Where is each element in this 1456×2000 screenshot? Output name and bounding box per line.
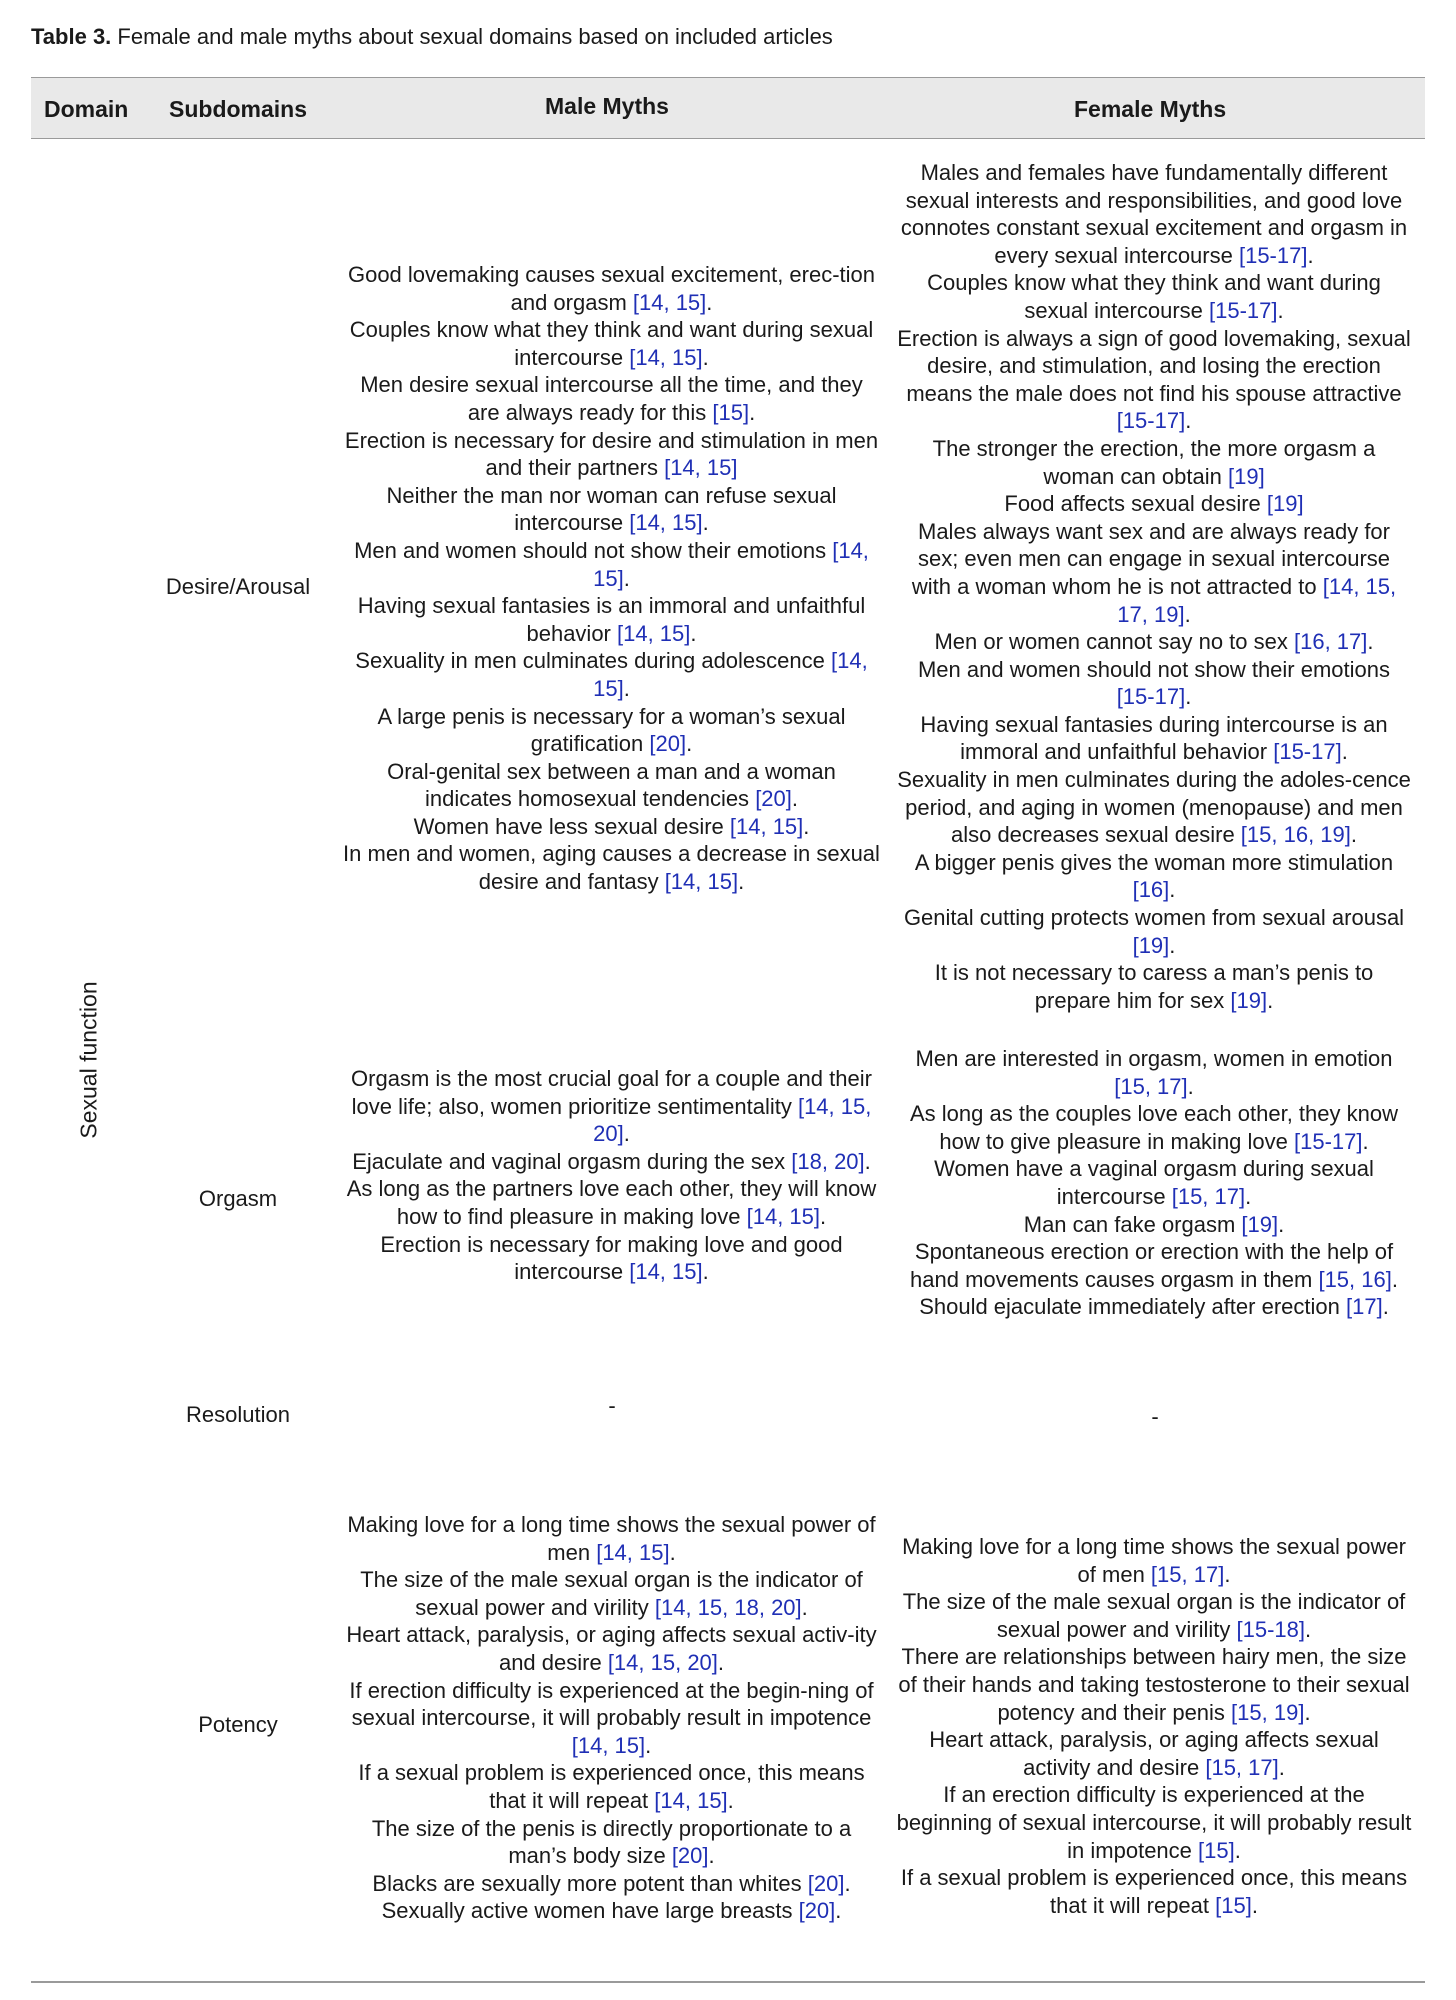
citation-link[interactable]: [20]	[798, 1898, 836, 1924]
myth-item	[896, 518, 1412, 628]
myth-end-punctuation: .	[1350, 822, 1358, 848]
myth-item	[343, 1148, 880, 1176]
female-myths-resolution: -	[1151, 1404, 1159, 1429]
myth-text: It is not necessary to caress a man’s penis to prepare him for sex	[934, 960, 1374, 1013]
myth-item	[896, 1155, 1412, 1210]
subdomain-potency: Potency	[198, 1712, 278, 1737]
myth-text: Heart attack, paralysis, or aging affects sexual activ-ity and desire	[346, 1622, 877, 1675]
citation-link[interactable]: [16, 17]	[1294, 629, 1368, 655]
myth-item	[896, 1293, 1412, 1321]
myth-end-punctuation: .	[686, 731, 693, 757]
myth-text: Erection is necessary for desire and stimulation in men and their partners	[344, 427, 879, 481]
citation-link[interactable]: [14, 15, 20]	[607, 1649, 718, 1675]
table-label: Table 3.	[31, 24, 112, 49]
table-caption-text: Female and male myths about sexual domains based on included articles	[111, 24, 833, 49]
citation-link[interactable]: [14, 15]	[629, 344, 703, 370]
myth-end-punctuation: .	[738, 869, 745, 895]
myth-text: Erection is always a sign of good lovemaking, sexual desire, and stimulation, and losing the erection means the male does not find his spouse attractive	[897, 325, 1411, 406]
myth-item	[343, 1231, 880, 1286]
myth-end-punctuation: .	[801, 1594, 808, 1620]
domain-sexual-function: Sexual function	[75, 981, 102, 1139]
myth-item	[896, 1781, 1412, 1864]
citation-link[interactable]: [15, 16, 19]	[1240, 822, 1351, 848]
myth-end-punctuation: .	[623, 1121, 630, 1147]
column-header-subdomains: Subdomains	[169, 96, 308, 122]
citation-link[interactable]: [19]	[1227, 463, 1265, 489]
myth-text: Making love for a long time shows the sexual power of men	[902, 1534, 1406, 1587]
myth-end-punctuation: .	[1382, 1294, 1389, 1320]
citation-link[interactable]: [14, 15]	[746, 1203, 821, 1229]
myth-text: Good lovemaking causes sexual excitement, erec-tion and orgasm	[347, 262, 876, 315]
myth-item	[896, 1045, 1412, 1100]
myth-text: In men and women, aging causes a decrease in sexual desire and fantasy	[343, 841, 880, 895]
myth-text: If a sexual problem is experienced once, this means that it will repeat	[900, 1865, 1408, 1918]
column-header-domain: Domain	[44, 96, 129, 122]
myth-end-punctuation: .	[1278, 1211, 1285, 1237]
myth-item	[343, 427, 880, 482]
subdomain-orgasm: Orgasm	[198, 1186, 278, 1211]
myth-item	[896, 490, 1412, 518]
myth-end-punctuation: .	[727, 1787, 734, 1813]
citation-link[interactable]: [15, 17]	[1205, 1754, 1279, 1780]
citation-link[interactable]: [15, 16]	[1318, 1266, 1392, 1292]
myth-item	[896, 1100, 1412, 1155]
myth-text: If erection difficulty is experienced at the begin-ning of sexual intercourse, it will probably result in impotence	[349, 1677, 874, 1731]
male-myths-potency	[343, 1511, 880, 1925]
myth-item	[896, 656, 1412, 711]
myth-end-punctuation: .	[1234, 1837, 1241, 1863]
myth-text: Males and females have fundamentally different sexual interests and responsibilities, and good love connotes constant sexual excitement and orgasm in every sexual intercourse	[900, 160, 1408, 268]
myth-text: Erection is necessary for making love and good intercourse	[380, 1231, 843, 1285]
myth-item	[343, 1677, 880, 1760]
myth-item	[343, 482, 880, 537]
myth-text: Sexually active women have large breasts	[381, 1898, 799, 1924]
subdomain-desire-arousal: Desire/Arousal	[165, 574, 311, 599]
myth-item	[896, 959, 1412, 1014]
citation-link[interactable]: [15]	[1198, 1837, 1235, 1863]
myth-item	[343, 1511, 880, 1566]
myth-end-punctuation: .	[1185, 408, 1192, 434]
myth-text: Couples know what they think and want during sexual intercourse	[349, 317, 874, 370]
myth-item	[343, 1621, 880, 1676]
myth-end-punctuation: .	[717, 1649, 725, 1675]
myth-end-punctuation: .	[1278, 1754, 1285, 1780]
myth-end-punctuation: .	[1169, 877, 1176, 903]
table-caption	[31, 22, 833, 52]
myth-item	[896, 1864, 1412, 1919]
myth-end-punctuation: .	[623, 675, 630, 701]
citation-link[interactable]: [14, 15]	[593, 648, 868, 701]
myth-text: If an erection difficulty is experienced at the beginning of sexual intercourse, it will probably result in impotence	[896, 1782, 1412, 1863]
myth-item	[896, 1588, 1412, 1643]
myth-text: Making love for a long time shows the sexual power of men	[347, 1512, 876, 1565]
myth-text: Genital cutting protects women from sexual arousal	[903, 905, 1405, 931]
citation-link[interactable]: [14, 15]	[629, 1259, 703, 1285]
column-header-female-myths: Female Myths	[1074, 96, 1227, 122]
myth-text: As long as the couples love each other, they know how to give pleasure in making love	[910, 1101, 1398, 1154]
myth-end-punctuation: .	[1169, 932, 1176, 958]
citation-link[interactable]: [14, 15]	[617, 620, 691, 646]
myth-end-punctuation: .	[1341, 739, 1348, 765]
myth-item	[343, 537, 880, 592]
citation-link[interactable]: [17]	[1345, 1294, 1383, 1320]
myth-text: Couples know what they think and want during sexual intercourse	[927, 270, 1381, 323]
myth-item	[896, 628, 1412, 656]
myth-text: Blacks are sexually more potent than whites	[372, 1870, 808, 1896]
citation-link[interactable]: [20]	[671, 1843, 709, 1869]
myth-item	[343, 840, 880, 895]
myth-text: Should ejaculate immediately after erection	[919, 1294, 1346, 1320]
myth-end-punctuation: .	[645, 1732, 652, 1758]
myth-end-punctuation: .	[749, 399, 756, 425]
citation-link[interactable]: [15-18]	[1236, 1616, 1306, 1642]
myth-text: Ejaculate and vaginal orgasm during the sex	[352, 1148, 792, 1174]
myth-text: Having sexual fantasies during intercourse is an immoral and unfaithful behavior	[920, 711, 1388, 765]
myth-text: Men or women cannot say no to sex	[934, 629, 1294, 655]
myth-item	[896, 766, 1412, 849]
myth-item	[896, 1643, 1412, 1726]
myth-item	[343, 1566, 880, 1621]
citation-link[interactable]: [18, 20]	[791, 1148, 865, 1174]
myth-end-punctuation: .	[1391, 1266, 1398, 1292]
myth-end-punctuation: .	[1362, 1128, 1369, 1154]
myth-end-punctuation: .	[820, 1203, 827, 1229]
myth-text: Food affects sexual desire	[1004, 491, 1267, 517]
myth-text: Heart attack, paralysis, or aging affects sexual activity and desire	[929, 1727, 1379, 1780]
myth-item	[343, 703, 880, 758]
citation-link[interactable]: [16]	[1132, 877, 1170, 903]
citation-link[interactable]: [15, 17]	[1114, 1073, 1188, 1099]
myth-item	[343, 1815, 880, 1870]
myth-end-punctuation: .	[1187, 1073, 1194, 1099]
male-myths-resolution: -	[608, 1393, 616, 1418]
citation-link[interactable]: [15-17]	[1238, 242, 1308, 268]
myth-item	[896, 849, 1412, 904]
myth-end-punctuation: .	[1367, 629, 1374, 655]
myth-text: Neither the man nor woman can refuse sexual intercourse	[386, 482, 837, 536]
myth-item	[343, 371, 880, 426]
myth-text: Men and women should not show their emotions	[917, 656, 1391, 682]
myth-item	[896, 904, 1412, 959]
myth-text: A bigger penis gives the woman more stimulation	[914, 849, 1394, 875]
myth-end-punctuation: .	[1305, 1616, 1312, 1642]
myth-text: Males always want sex and are always ready for sex; even men can engage in sexual intercourse with a woman whom he is not attracted to	[911, 518, 1391, 599]
myth-text: The stronger the erection, the more orgasm a woman can obtain	[932, 435, 1376, 489]
myth-item	[343, 758, 880, 813]
myth-end-punctuation: .	[1304, 1699, 1311, 1725]
citation-link[interactable]: [14, 15]	[632, 289, 707, 315]
header-bottom-rule	[31, 138, 1425, 139]
myth-item	[896, 1533, 1412, 1588]
myth-text: Oral-genital sex between a man and a woman indicates homosexual tendencies	[387, 758, 836, 812]
myth-end-punctuation: .	[1224, 1561, 1231, 1587]
myth-end-punctuation: .	[702, 344, 709, 370]
citation-link[interactable]: [14, 15]	[729, 813, 804, 839]
myth-text: Sexuality in men culminates during adolescence	[355, 648, 831, 674]
citation-link[interactable]: [15-17]	[1116, 684, 1186, 710]
citation-link[interactable]: [20]	[649, 731, 687, 757]
myth-item	[343, 592, 880, 647]
citation-link[interactable]: [19]	[1266, 491, 1304, 517]
myth-end-punctuation: .	[864, 1148, 871, 1174]
myth-end-punctuation: .	[1184, 601, 1191, 627]
citation-link[interactable]: [15-17]	[1294, 1128, 1363, 1154]
citation-link[interactable]: [14, 15]	[664, 455, 738, 481]
myth-item	[896, 1238, 1412, 1293]
citation-link[interactable]: [19]	[1132, 932, 1170, 958]
myth-end-punctuation: .	[706, 289, 713, 315]
citation-link[interactable]: [14, 15]	[571, 1732, 646, 1758]
myth-item	[896, 325, 1412, 435]
myth-text: Men desire sexual intercourse all the time, and they are always ready for this	[360, 372, 863, 425]
myth-end-punctuation: .	[1251, 1892, 1258, 1918]
citation-link[interactable]: [20]	[755, 786, 792, 812]
myth-text: Man can fake orgasm	[1023, 1211, 1242, 1237]
female-myths-potency	[896, 1533, 1412, 1919]
myth-text: Men are interested in orgasm, women in emotion	[915, 1046, 1393, 1071]
citation-link[interactable]: [14, 15]	[593, 537, 869, 591]
citation-link[interactable]: [19]	[1230, 987, 1268, 1013]
citation-link[interactable]: [15]	[712, 399, 750, 425]
citation-link[interactable]: [15]	[1215, 1892, 1252, 1918]
myth-end-punctuation: .	[690, 620, 697, 646]
myth-end-punctuation: .	[791, 786, 799, 812]
citation-link[interactable]: [15, 17]	[1171, 1183, 1246, 1209]
myth-item	[896, 1726, 1412, 1781]
citation-link[interactable]: [14, 15]	[596, 1539, 670, 1565]
myth-text: Having sexual fantasies is an immoral and unfaithful behavior	[357, 593, 866, 646]
myth-item	[343, 1759, 880, 1814]
male-myths-orgasm	[343, 1065, 880, 1286]
myth-end-punctuation: .	[1277, 297, 1284, 323]
myth-text: A large penis is necessary for a woman’s sexual gratification	[377, 703, 846, 757]
citation-link[interactable]: [14, 15]	[629, 510, 703, 536]
myth-end-punctuation: .	[1267, 987, 1274, 1013]
female-myths-desire-arousal	[896, 159, 1412, 1014]
myth-item	[343, 647, 880, 702]
myth-text: The size of the penis is directly proportionate to a man’s body size	[371, 1815, 852, 1869]
myth-text: The size of the male sexual organ is the indicator of sexual power and virility	[360, 1567, 863, 1620]
citation-link[interactable]: [14, 15, 20]	[593, 1093, 872, 1147]
myth-text: There are relationships between hairy men, the size of their hands and taking testosterone to their sexual potency and their penis	[898, 1644, 1410, 1725]
myth-item	[343, 261, 880, 316]
myth-end-punctuation: .	[702, 510, 709, 536]
citation-link[interactable]: [15, 19]	[1231, 1699, 1305, 1725]
myth-item	[896, 711, 1412, 766]
citation-link[interactable]: [14, 15]	[654, 1787, 728, 1813]
myth-end-punctuation: .	[708, 1843, 715, 1869]
citation-link[interactable]: [20]	[807, 1870, 845, 1896]
citation-link[interactable]: [19]	[1241, 1211, 1279, 1237]
myth-end-punctuation: .	[1185, 684, 1192, 710]
subdomain-resolution: Resolution	[186, 1402, 290, 1427]
myth-item	[343, 813, 880, 841]
myth-item	[343, 1870, 880, 1898]
citation-link[interactable]: [15, 17]	[1150, 1561, 1225, 1587]
column-header-male-myths: Male Myths	[545, 93, 669, 119]
citation-link[interactable]: [15-17]	[1116, 408, 1186, 434]
myth-item	[896, 159, 1412, 269]
bottom-rule	[31, 1981, 1425, 1983]
male-myths-desire-arousal	[343, 261, 880, 896]
myth-item	[896, 1211, 1412, 1239]
myth-end-punctuation: .	[623, 565, 630, 591]
myth-end-punctuation: .	[803, 813, 810, 839]
myth-end-punctuation: .	[669, 1539, 676, 1565]
myth-text: Men and women should not show their emotions	[354, 537, 833, 563]
citation-link[interactable]: [14, 15, 18, 20]	[654, 1594, 802, 1620]
myth-item	[343, 316, 880, 371]
citation-link[interactable]: [14, 15]	[664, 869, 739, 895]
myth-text: Sexuality in men culminates during the adoles-cence period, and aging in women (menopause) and men also decreases sexual desire	[897, 767, 1411, 848]
myth-end-punctuation: .	[1307, 242, 1314, 268]
citation-link[interactable]: [14, 15, 17, 19]	[1117, 573, 1397, 627]
myth-text: Orgasm is the most crucial goal for a couple and their love life; also, women prioritize sentimentality	[351, 1066, 872, 1119]
myth-item	[343, 1175, 880, 1230]
myth-text: Women have less sexual desire	[413, 813, 730, 839]
myth-end-punctuation: .	[844, 1870, 851, 1896]
female-myths-orgasm	[896, 1045, 1412, 1321]
myth-end-punctuation: .	[835, 1898, 842, 1924]
myth-text: If a sexual problem is experienced once, this means that it will repeat	[358, 1760, 865, 1813]
myth-item	[343, 1897, 880, 1925]
myth-text: Spontaneous erection or erection with the help of hand movements causes orgasm in them	[910, 1239, 1394, 1292]
myth-end-punctuation: .	[702, 1259, 709, 1285]
myth-text: Women have a vaginal orgasm during sexual intercourse	[934, 1156, 1374, 1209]
myth-end-punctuation: .	[1245, 1183, 1252, 1209]
citation-link[interactable]: [15-17]	[1273, 739, 1342, 765]
myth-item	[896, 435, 1412, 490]
myth-item	[896, 269, 1412, 324]
citation-link[interactable]: [15-17]	[1209, 297, 1278, 323]
myth-text: As long as the partners love each other, they will know how to find pleasure in making love	[346, 1176, 877, 1229]
myth-text: The size of the male sexual organ is the indicator of sexual power and virility	[902, 1589, 1406, 1642]
myth-item	[343, 1065, 880, 1148]
